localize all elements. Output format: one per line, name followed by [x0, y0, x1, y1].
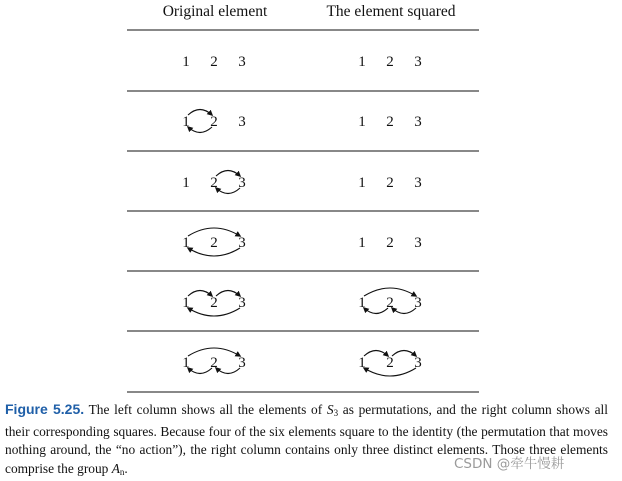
row-5-original-arrow-2-to-3 [216, 291, 240, 297]
row-2-original-label-2: 2 [210, 114, 218, 130]
column-header-original: Original element [162, 3, 268, 20]
row-5-original-arrow-1-to-2 [188, 291, 212, 297]
row-2-original-label-3: 3 [238, 114, 246, 130]
row-6-squared-label-2: 2 [386, 355, 394, 371]
row-5-original-label-2: 2 [210, 295, 218, 311]
column-header-squared: The element squared [326, 3, 456, 20]
row-3-original-arrow-2-to-3 [216, 171, 240, 177]
row-2-squared-label-2: 2 [386, 114, 394, 130]
row-6-squared-label-3: 3 [414, 355, 422, 371]
caption-text-2: as permutations, and the right column shows all their corresponding squares. Because four of the six elements square to the identity (the permutation that moves nothing around, the “no action”), the right column contains only three distinct elements. Those three elements comprise the group [5, 402, 608, 476]
row-5-squared-label-2: 2 [386, 295, 394, 311]
row-6-original-arrow-2-to-1 [188, 368, 212, 374]
row-2-original-label-1: 1 [182, 114, 190, 130]
row-1-squared-label-3: 3 [414, 54, 422, 70]
row-3-original-arrow-3-to-2 [216, 188, 240, 194]
caption-text-3: . [124, 460, 128, 476]
row-6-original-label-1: 1 [182, 355, 190, 371]
row-2-original-arrow-2-to-1 [188, 127, 212, 133]
row-2-squared-label-3: 3 [414, 114, 422, 130]
row-3-original-label-2: 2 [210, 175, 218, 191]
row-5-squared-label-1: 1 [358, 295, 366, 311]
row-1-original-label-2: 2 [210, 54, 218, 70]
row-6-squared-arrow-2-to-3 [392, 351, 416, 357]
row-6-original-label-2: 2 [210, 355, 218, 371]
row-5-squared-arrow-2-to-1 [364, 308, 388, 314]
row-6-original-arrow-3-to-2 [216, 368, 240, 374]
row-5-original-label-3: 3 [238, 295, 246, 311]
row-4-squared-label-1: 1 [358, 235, 366, 251]
group-symbol-s: S [326, 402, 334, 417]
figure-label: Figure 5.25. [5, 401, 85, 417]
group-subscript-a: n [119, 466, 125, 477]
row-1-original-label-3: 3 [238, 54, 246, 70]
row-3-squared-label-2: 2 [386, 175, 394, 191]
watermark: CSDN @牵牛慢耕 [454, 456, 565, 472]
caption-text-1: The left column shows all the elements of [84, 402, 327, 417]
group-subscript-s: 3 [333, 408, 339, 418]
row-3-original-label-3: 3 [238, 175, 246, 191]
row-1-squared-label-1: 1 [358, 54, 366, 70]
row-6-squared-label-1: 1 [358, 355, 366, 371]
row-4-original-label-1: 1 [182, 235, 190, 251]
row-2-original-arrow-1-to-2 [188, 110, 212, 116]
row-4-squared-label-3: 3 [414, 235, 422, 251]
group-symbol-a: A [111, 460, 120, 476]
row-3-squared-label-1: 1 [358, 175, 366, 191]
row-1-squared-label-2: 2 [386, 54, 394, 70]
row-4-original-label-3: 3 [238, 235, 246, 251]
row-3-original-label-1: 1 [182, 175, 190, 191]
row-1-original-label-1: 1 [182, 54, 190, 70]
row-5-squared-arrow-3-to-2 [392, 308, 416, 314]
row-3-squared-label-3: 3 [414, 175, 422, 191]
row-5-original-label-1: 1 [182, 295, 190, 311]
row-6-original-label-3: 3 [238, 355, 246, 371]
row-6-squared-arrow-1-to-2 [364, 351, 388, 357]
row-2-squared-label-1: 1 [358, 114, 366, 130]
row-5-squared-label-3: 3 [414, 295, 422, 311]
row-4-squared-label-2: 2 [386, 235, 394, 251]
row-4-original-label-2: 2 [210, 235, 218, 251]
